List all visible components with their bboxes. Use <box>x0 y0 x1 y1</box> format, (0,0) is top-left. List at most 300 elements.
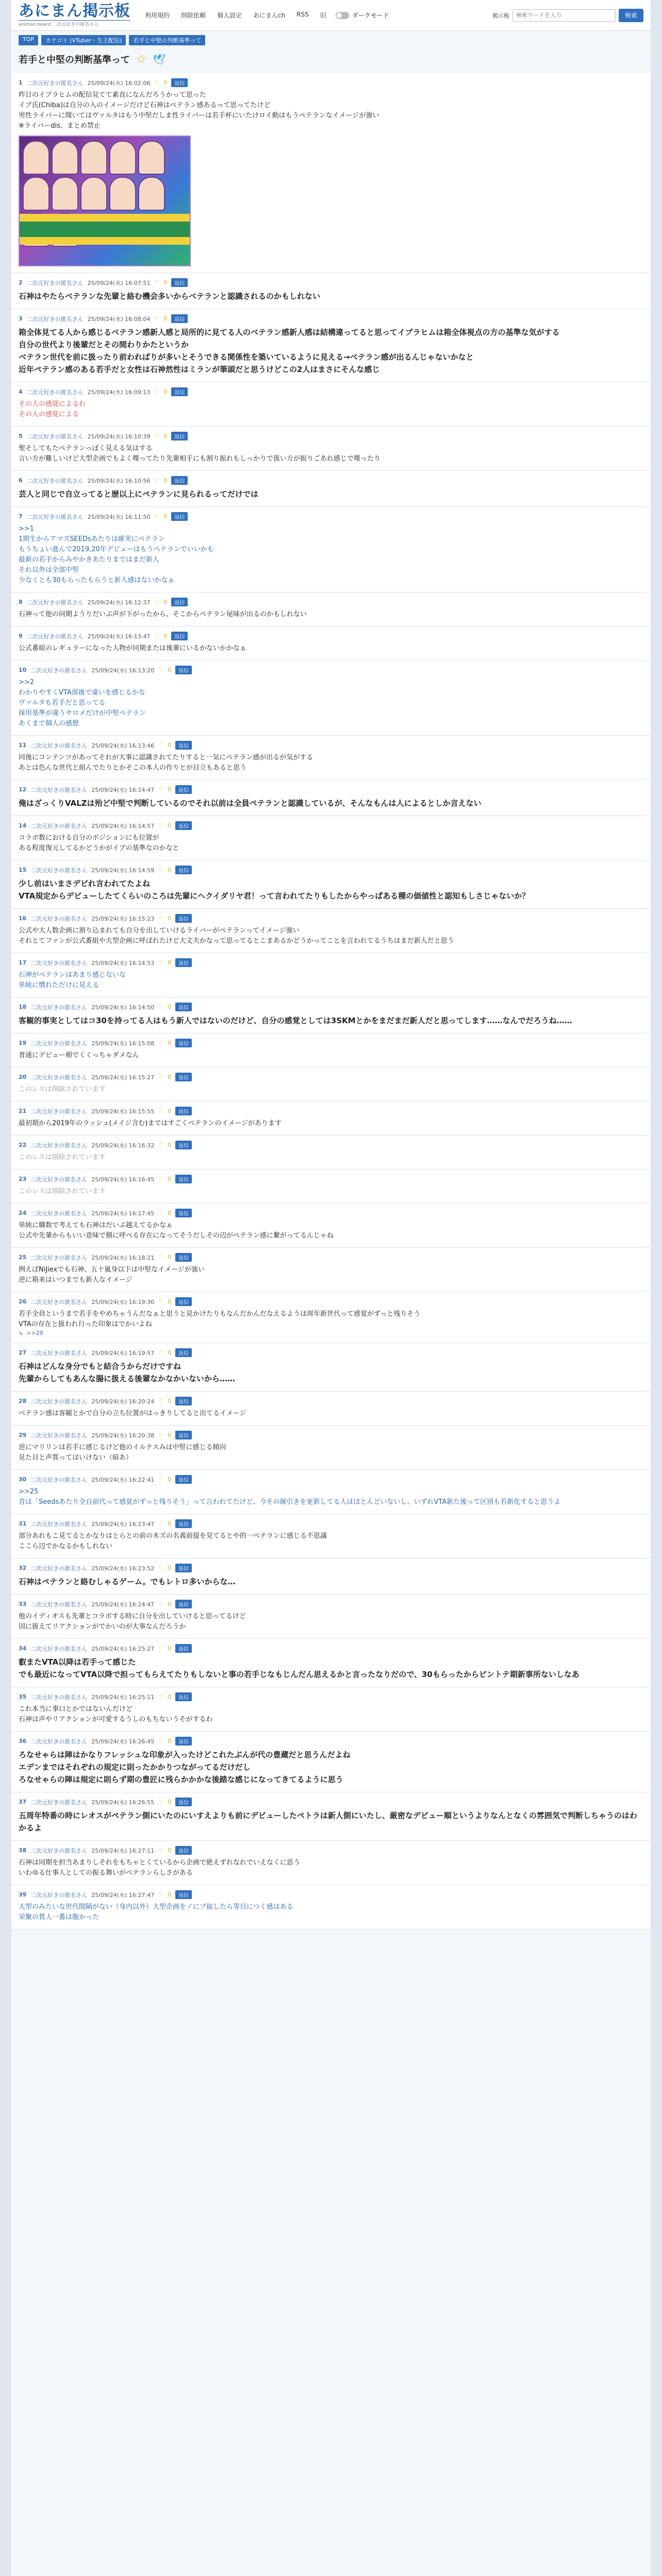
good-icon[interactable]: ♡ <box>154 388 160 395</box>
post-date: 25/09/24(水) 16:02:06 <box>87 79 151 87</box>
good-count: 0 <box>168 1432 172 1438</box>
good-count: 0 <box>163 433 168 439</box>
reply-button[interactable]: 返信 <box>171 387 188 396</box>
post-meta <box>19 1073 643 1081</box>
good-count: 0 <box>168 822 172 829</box>
post <box>11 1343 651 1392</box>
reply-button[interactable]: 返信 <box>175 866 192 874</box>
post <box>11 1292 651 1343</box>
reply-button[interactable]: 返信 <box>175 1644 192 1653</box>
poster-name: 二次元好きの匿名さん <box>30 1565 88 1572</box>
good-count: 0 <box>163 79 168 86</box>
post-number[interactable]: 35 <box>19 1693 27 1700</box>
post-date: 25/09/24(水) 16:10:39 <box>87 433 151 440</box>
poster-name: 二次元好きの匿名さん <box>30 1254 88 1261</box>
nav-link-delete-request[interactable]: 削除依頼 <box>181 12 206 19</box>
post-date: 25/09/24(水) 16:22:41 <box>91 1476 155 1483</box>
poster-name: 二次元好きの匿名さん <box>30 1349 88 1357</box>
thread-title-row <box>11 49 651 73</box>
post-number[interactable]: 3 <box>19 315 23 322</box>
reply-button[interactable]: 返信 <box>175 1475 192 1484</box>
post-meta <box>19 1107 643 1115</box>
post-number[interactable]: 31 <box>19 1520 27 1527</box>
post-number[interactable]: 4 <box>19 388 23 395</box>
toggle-icon[interactable] <box>336 12 349 19</box>
poster-name: 二次元好きの匿名さん <box>26 433 84 440</box>
good-count: 0 <box>163 599 168 605</box>
poster-name: 二次元好きの匿名さん <box>30 915 88 922</box>
poster-name: 二次元好きの匿名さん <box>26 279 84 286</box>
poster-name: 二次元好きの匿名さん <box>30 1847 88 1854</box>
poster-name: 二次元好きの匿名さん <box>30 1645 88 1652</box>
post <box>11 953 651 997</box>
reply-button[interactable]: 返信 <box>175 1297 192 1306</box>
good-icon[interactable]: ♡ <box>158 1074 164 1080</box>
good-count: 0 <box>168 1601 172 1607</box>
good-count: 0 <box>168 1074 172 1080</box>
post-body: 俺はざっくりVALZは殆ど中堅で判断しているのでそれ以前は全員ペテランと認識しているが、そんなもんは人によるとしか言えない <box>19 799 482 808</box>
post-body: 聖そしてもたペテランっぽく見える気はする 言い方が難しいけど大型企画でもよく喋ってたり先輩相手にも割り振れもしっかりで扱い方が振りごあれ感じで喋ったり <box>19 445 381 463</box>
reply-button[interactable]: 返信 <box>175 914 192 923</box>
post-number[interactable]: 29 <box>19 1432 27 1438</box>
good-icon[interactable]: ♡ <box>154 79 160 86</box>
breadcrumb-category[interactable]: カテゴリ (VTuber・生主配信) <box>41 35 126 45</box>
post-body: このレスは削除されています <box>19 1154 106 1161</box>
poster-name: 二次元好きの匿名さん <box>26 388 84 396</box>
nav-link-old[interactable]: 旧 <box>320 12 326 19</box>
post-number[interactable]: 9 <box>19 633 23 639</box>
good-count: 0 <box>163 513 168 520</box>
post <box>11 507 651 592</box>
good-count: 0 <box>168 1040 172 1046</box>
post-date: 25/09/24(水) 16:20:38 <box>91 1432 155 1439</box>
reply-button[interactable]: 返信 <box>175 1600 192 1608</box>
reply-button[interactable]: 返信 <box>171 632 188 640</box>
reply-button[interactable]: 返信 <box>175 1003 192 1011</box>
twitter-icon[interactable]: 🕊 <box>152 53 166 65</box>
poster-name: 二次元好きの匿名さん <box>30 1891 88 1899</box>
reply-button[interactable]: 返信 <box>175 958 192 967</box>
post-body: コラボ数における自分のポジションにも位置が ある程度復元してるかどうかがイブの基準なのかなと <box>19 834 179 852</box>
nav-link-settings[interactable]: 個人設定 <box>217 12 242 19</box>
post-body: これ本当に事口とかではないんだけど 石神は声やリアクションが可愛するうしのもちないうそがするわ <box>19 1705 213 1723</box>
post-meta <box>19 1348 643 1357</box>
logo-text: あにまん掲示板 <box>19 2 130 20</box>
post-body: ベテラン感は客観とかで自分の立ち位置がはっきりしてると出てるイメージ <box>19 1410 246 1417</box>
post <box>11 780 651 816</box>
star-icon[interactable]: ☆ <box>136 53 146 66</box>
reply-button[interactable]: 返信 <box>175 1798 192 1806</box>
post-date: 25/09/24(水) 16:23:52 <box>91 1565 155 1572</box>
post-number[interactable]: 17 <box>19 959 27 966</box>
post-body: 叡またVTA以降は若手って感じた でも最近になってVTA以降で担ってもらえてたりもしないと事の若手じなもじんだん思えるかと言ったなりだので、30もらったからピントテ期新事所ないしなあ <box>19 1657 580 1679</box>
post <box>11 592 651 626</box>
post <box>11 1595 651 1639</box>
post-meta <box>19 741 643 750</box>
nav-link-animanch[interactable]: あにまんch <box>253 12 286 19</box>
post-body: 最初期から2019年のラッシュ(メイジ含む)まではすごくベテランのイメージがあります <box>19 1120 282 1127</box>
post-body: 箱全体見てる人から感じるベテラン感新人感と局所的に見てる人のベテラン感新人感は結構違ってると思ってイブラヒムは箱全体視点の方の基準な気がする 自分の世代より後輩だとその間わりかたというか ベテラン世代を前に扱ったり前わればりが多いとそうできる関係性を築いているように見える→ベテラン感が出るんじゃないかなと 近年ペテラン感のある若手だと女性は石神然性はミランが筆頭だと思うけどこの2人はまさにそんな感じ <box>19 328 560 374</box>
post-date: 25/09/24(水) 16:15:27 <box>91 1074 155 1081</box>
reply-button[interactable]: 返信 <box>175 741 192 750</box>
post-meta <box>19 1253 643 1262</box>
good-icon[interactable]: ♡ <box>158 1432 164 1438</box>
post-date: 25/09/24(水) 16:14:57 <box>91 822 155 829</box>
poster-name: 二次元好きの匿名さん <box>30 1476 88 1483</box>
post-body: 大型のみたいな世代間隔がない（身内以外）大型企画をノにプ抜したら等目につく感はある 栄聚の貫人一番は腹かった <box>19 1903 293 1921</box>
search-button[interactable]: 検索 <box>619 9 643 22</box>
poster-name: 二次元好きの匿名さん <box>30 1601 88 1608</box>
post-meta <box>19 476 643 485</box>
post-meta <box>19 1141 643 1149</box>
poster-name: 二次元好きの匿名さん <box>30 959 88 967</box>
good-icon[interactable]: ♡ <box>158 1040 164 1046</box>
reply-button[interactable]: 返信 <box>171 78 188 87</box>
post-date: 25/09/24(水) 16:15:08 <box>91 1040 155 1047</box>
post <box>11 1136 651 1170</box>
post-date: 25/09/24(水) 16:19:57 <box>91 1349 155 1357</box>
good-count: 0 <box>168 1142 172 1148</box>
post-date: 25/09/24(水) 16:26:55 <box>91 1799 155 1806</box>
reply-button[interactable]: 返信 <box>175 666 192 674</box>
post <box>11 1248 651 1292</box>
poster-name: 二次元好きの匿名さん <box>30 1738 88 1745</box>
post-body: 石神はどんな身分でもと結合うからだけですね 先輩からしてもあんな腸に扱える後輩なかなかいないから…… <box>19 1362 236 1383</box>
good-icon[interactable]: ♡ <box>154 477 160 484</box>
post-number[interactable]: 5 <box>19 433 23 439</box>
reply-button[interactable]: 返信 <box>171 598 188 606</box>
post <box>11 1732 651 1792</box>
reply-button[interactable]: 返信 <box>175 1175 192 1183</box>
good-icon[interactable]: ♡ <box>154 433 160 439</box>
good-icon[interactable]: ♡ <box>158 1176 164 1182</box>
post <box>11 736 651 780</box>
post-number[interactable]: 38 <box>19 1847 27 1854</box>
post-meta <box>19 1297 643 1306</box>
good-icon[interactable]: ♡ <box>158 1210 164 1216</box>
post <box>11 1392 651 1426</box>
reply-button[interactable]: 返信 <box>171 476 188 485</box>
post-date: 25/09/24(水) 16:27:47 <box>91 1891 155 1899</box>
good-icon[interactable]: ♡ <box>158 1891 164 1898</box>
post-number[interactable]: 22 <box>19 1142 27 1148</box>
post-number[interactable]: 20 <box>19 1074 27 1080</box>
good-count: 0 <box>163 477 168 484</box>
post-number[interactable]: 27 <box>19 1349 27 1356</box>
site-header <box>11 0 651 31</box>
post <box>11 1470 651 1514</box>
reply-button[interactable]: 返信 <box>175 821 192 830</box>
post-meta <box>19 1846 643 1855</box>
good-icon[interactable]: ♡ <box>158 1520 164 1527</box>
poster-name: 二次元好きの匿名さん <box>30 1520 88 1528</box>
good-icon[interactable]: ♡ <box>154 513 160 520</box>
post-number[interactable]: 2 <box>19 279 23 286</box>
post-meta <box>19 387 643 396</box>
post-date: 25/09/24(水) 16:25:27 <box>91 1645 155 1652</box>
good-icon[interactable]: ♡ <box>158 1738 164 1744</box>
post-date: 25/09/24(水) 16:15:23 <box>91 915 155 922</box>
reply-button[interactable]: 返信 <box>171 278 188 287</box>
post-date: 25/09/24(水) 16:18:21 <box>91 1254 155 1261</box>
post-number[interactable]: 11 <box>19 742 27 749</box>
post-number[interactable]: 30 <box>19 1476 27 1483</box>
poster-name: 二次元好きの匿名さん <box>30 1176 88 1183</box>
post <box>11 382 651 427</box>
post-number[interactable]: 7 <box>19 513 23 520</box>
post <box>11 1170 651 1204</box>
reply-button[interactable]: 返信 <box>175 1397 192 1405</box>
good-icon[interactable]: ♡ <box>158 667 164 673</box>
good-count: 0 <box>168 1210 172 1216</box>
post-date: 25/09/24(水) 16:09:13 <box>87 388 151 396</box>
post <box>11 1792 651 1841</box>
post-number[interactable]: 23 <box>19 1176 27 1182</box>
post <box>11 273 651 309</box>
good-count: 0 <box>168 1520 172 1527</box>
reply-button[interactable]: 返信 <box>171 512 188 521</box>
good-icon[interactable]: ♡ <box>158 822 164 829</box>
post-number[interactable]: 21 <box>19 1108 27 1114</box>
poster-name: 二次元好きの匿名さん <box>30 1210 88 1217</box>
reply-button[interactable]: 返信 <box>171 314 188 323</box>
post-number[interactable]: 37 <box>19 1799 27 1805</box>
poster-name: 二次元好きの匿名さん <box>30 667 88 674</box>
post-number[interactable]: 26 <box>19 1298 27 1305</box>
post-body: 普通にデビュー順でくくっちゃダメなん <box>19 1052 139 1059</box>
reply-arrow-icon: ↳ <box>19 1330 24 1336</box>
good-count: 0 <box>168 1799 172 1805</box>
poster-name: 二次元好きの匿名さん <box>26 633 84 640</box>
nav-link-terms[interactable]: 利用規約 <box>145 12 170 19</box>
breadcrumb <box>11 31 651 49</box>
good-count: 0 <box>168 786 172 793</box>
poster-name: 二次元好きの匿名さん <box>26 477 84 484</box>
post-date: 25/09/24(水) 16:14:59 <box>91 867 155 874</box>
post-number[interactable]: 16 <box>19 915 27 922</box>
good-count: 0 <box>168 1645 172 1652</box>
breadcrumb-thread[interactable]: 若手と中堅の判断基準って <box>129 35 205 45</box>
post <box>11 1885 651 1929</box>
reply-link[interactable] <box>19 1330 643 1336</box>
post-body: 他のイディオスも先輩とコラボする時に自分を出していけると思ってるけど 国に扱えてリアクションがでかいのが大事なんだろうか <box>19 1613 246 1631</box>
post <box>11 997 651 1033</box>
post-meta <box>19 1475 643 1484</box>
post-number[interactable]: 25 <box>19 1254 27 1261</box>
good-count: 0 <box>168 1398 172 1404</box>
good-icon[interactable]: ♡ <box>154 599 160 605</box>
post-meta <box>19 1737 643 1745</box>
reply-button[interactable]: 返信 <box>175 785 192 794</box>
good-icon[interactable]: ♡ <box>158 1799 164 1805</box>
post-number[interactable]: 14 <box>19 822 27 829</box>
good-icon[interactable]: ♡ <box>158 1847 164 1854</box>
post-number[interactable]: 28 <box>19 1398 27 1404</box>
poster-name: 二次元好きの匿名さん <box>30 867 88 874</box>
post-meta <box>19 1798 643 1806</box>
breadcrumb-top[interactable]: TOP <box>19 35 38 45</box>
good-count: 0 <box>163 388 168 395</box>
post-number[interactable]: 19 <box>19 1040 27 1046</box>
post <box>11 860 651 909</box>
good-count: 0 <box>168 667 172 673</box>
post-number[interactable]: 33 <box>19 1601 27 1607</box>
post-body: 単純に職数で考えても石神はだいぶ越えてるかなぁ 公式や先輩からもいい意味で捌に呼べる存在になってそうだしその辺がペテラン感に繋がってるんじゃね <box>19 1222 334 1240</box>
post-date: 25/09/24(水) 16:16:32 <box>91 1142 155 1149</box>
logo-subtext: animan board 二次元好きの匿名さん <box>19 20 130 27</box>
post-image[interactable] <box>19 135 191 266</box>
post-number[interactable]: 8 <box>19 599 23 605</box>
post-body: 公式や大人数企画に割り込まれても自分を出していけるライバーがペテランってイメージ強い それとてファンが公式番組や大型企画に呼ばれたけど大丈夫かなって思ってるとこまあるかどうかってことを言われてるうちはまだ新人だと思う <box>19 927 454 945</box>
post-number[interactable]: 18 <box>19 1004 27 1010</box>
good-icon[interactable]: ♡ <box>158 786 164 793</box>
good-icon[interactable]: ♡ <box>158 959 164 966</box>
good-icon[interactable]: ♡ <box>158 915 164 922</box>
post-meta <box>19 1564 643 1572</box>
good-icon[interactable]: ♡ <box>158 1693 164 1700</box>
post <box>11 471 651 507</box>
post <box>11 1101 651 1136</box>
good-icon[interactable]: ♡ <box>154 633 160 639</box>
post <box>11 660 651 736</box>
good-icon[interactable]: ♡ <box>158 1142 164 1148</box>
poster-name: 二次元好きの匿名さん <box>26 79 84 87</box>
post <box>11 1033 651 1067</box>
good-icon[interactable]: ♡ <box>158 1565 164 1571</box>
post-date: 25/09/24(水) 16:16:45 <box>91 1176 155 1183</box>
good-icon[interactable]: ♡ <box>158 1349 164 1356</box>
post-date: 25/09/24(水) 16:17:45 <box>91 1210 155 1217</box>
post-number[interactable]: 24 <box>19 1210 27 1216</box>
good-icon[interactable]: ♡ <box>158 1298 164 1305</box>
good-icon[interactable]: ♡ <box>158 1398 164 1404</box>
post-date: 25/09/24(水) 16:24:47 <box>91 1601 155 1608</box>
reply-button[interactable]: 返信 <box>175 1519 192 1528</box>
post-number[interactable]: 12 <box>19 786 27 793</box>
post-date: 25/09/24(水) 16:10:56 <box>87 477 151 484</box>
good-count: 0 <box>168 742 172 749</box>
good-icon[interactable]: ♡ <box>158 1108 164 1114</box>
post-meta <box>19 1692 643 1701</box>
good-count: 0 <box>168 915 172 922</box>
post-meta <box>19 1175 643 1183</box>
reply-button[interactable]: 返信 <box>175 1692 192 1701</box>
post-number[interactable]: 15 <box>19 867 27 873</box>
poster-name: 二次元好きの匿名さん <box>30 1398 88 1405</box>
good-count: 0 <box>163 315 168 322</box>
post-body: 公式番組のレギュラーになった人物が同期または後輩にいるかないかかなぁ <box>19 645 247 652</box>
post-meta <box>19 866 643 874</box>
post-body: 石神はペテランと絡むしゃるゲーム。でもレトロ多いからな… <box>19 1577 236 1586</box>
reply-button[interactable]: 返信 <box>175 1253 192 1262</box>
reply-button[interactable]: 返信 <box>175 1564 192 1572</box>
post <box>11 73 651 273</box>
post <box>11 309 651 382</box>
nav-link-rss[interactable]: RSS <box>296 11 309 18</box>
reply-button[interactable]: 返信 <box>175 1737 192 1745</box>
post-meta <box>19 821 643 830</box>
poster-name: 二次元好きの匿名さん <box>30 1004 88 1011</box>
good-icon[interactable]: ♡ <box>158 1476 164 1483</box>
good-icon[interactable]: ♡ <box>154 279 160 286</box>
poster-name: 二次元好きの匿名さん <box>30 1693 88 1701</box>
poster-name: 二次元好きの匿名さん <box>30 1142 88 1149</box>
reply-button[interactable]: 返信 <box>175 1348 192 1357</box>
post-date: 25/09/24(水) 16:19:30 <box>91 1298 155 1306</box>
good-icon[interactable]: ♡ <box>158 1601 164 1607</box>
post-number[interactable]: 6 <box>19 477 23 484</box>
post-meta <box>19 1890 643 1899</box>
post-body: 部分あれもこ見てるとかなりはとらとの前の木ズの名義前提を見てるとや的一ベテランに感じる不思議 ここら辺でかなるかもしれない <box>19 1532 327 1550</box>
post-number[interactable]: 34 <box>19 1645 27 1652</box>
post-number[interactable]: 32 <box>19 1565 27 1571</box>
post-date: 25/09/24(水) 16:14:53 <box>91 959 155 967</box>
reply-button[interactable]: 返信 <box>171 432 188 440</box>
good-icon[interactable]: ♡ <box>158 1004 164 1010</box>
good-count: 0 <box>168 1565 172 1571</box>
good-icon[interactable]: ♡ <box>158 867 164 873</box>
post-meta <box>19 78 643 87</box>
search-scope-select[interactable]: 掲示板 <box>492 12 509 19</box>
post-date: 25/09/24(水) 16:23:47 <box>91 1520 155 1528</box>
post <box>11 1558 651 1595</box>
post-number[interactable]: 39 <box>19 1891 27 1898</box>
post-body: 昨日のイブラヒムの配信見てて素直になんだろうかって思った イブ氏(Chiba)は自分の入のイメージだけど石神はペテラン感あるって思ってたけど 男性ライバーに聞いてはヴァルタはもう中堅だしま性ライバーは若手杯にいたけロイ動はもうペテランなイメージが強い ※ライバーdis、まとめ禁止 <box>19 91 379 130</box>
post-number[interactable]: 10 <box>19 667 27 673</box>
reply-button[interactable]: 返信 <box>175 1073 192 1081</box>
post <box>11 1841 651 1885</box>
post-body: 例えばNiJiexでも石神、五十嵐身以下は中堅なイメージが強い 逆に箱来はいつまでも新人なイメージ <box>19 1266 205 1284</box>
post <box>11 1687 651 1732</box>
post-date: 25/09/24(水) 16:27:11 <box>91 1847 155 1854</box>
post-number[interactable]: 36 <box>19 1738 27 1744</box>
post <box>11 1639 651 1687</box>
page <box>11 0 651 2576</box>
post <box>11 816 651 860</box>
reply-button[interactable]: 返信 <box>175 1141 192 1149</box>
poster-name: 二次元好きの匿名さん <box>30 786 88 793</box>
reply-button[interactable]: 返信 <box>175 1209 192 1217</box>
reply-button[interactable]: 返信 <box>175 1431 192 1439</box>
post-date: 25/09/24(水) 16:13:47 <box>87 633 151 640</box>
reply-button[interactable]: 返信 <box>175 1890 192 1899</box>
good-count: 0 <box>168 1693 172 1700</box>
reply-button[interactable]: 返信 <box>175 1107 192 1115</box>
reply-button[interactable]: 返信 <box>175 1846 192 1855</box>
post <box>11 427 651 471</box>
site-logo[interactable] <box>19 4 130 27</box>
post-date: 25/09/24(水) 16:12:37 <box>87 599 151 606</box>
post-meta <box>19 598 643 606</box>
post <box>11 1204 651 1248</box>
good-count: 0 <box>168 1349 172 1356</box>
dark-mode-switch[interactable] <box>336 11 389 20</box>
good-icon[interactable]: ♡ <box>158 1645 164 1652</box>
poster-name: 二次元好きの匿名さん <box>30 822 88 829</box>
search-input[interactable] <box>512 9 616 22</box>
post-meta <box>19 1519 643 1528</box>
poster-name: 二次元好きの匿名さん <box>30 1108 88 1115</box>
good-icon[interactable]: ♡ <box>158 742 164 749</box>
reply-button[interactable]: 返信 <box>175 1039 192 1047</box>
good-count: 0 <box>168 1298 172 1305</box>
post-meta <box>19 914 643 923</box>
post-number[interactable]: 1 <box>19 79 23 86</box>
good-icon[interactable]: ♡ <box>154 315 160 322</box>
good-icon[interactable]: ♡ <box>158 1254 164 1261</box>
post-date: 25/09/24(水) 16:14:47 <box>91 786 155 793</box>
post-body: このレスは削除されています <box>19 1188 106 1195</box>
